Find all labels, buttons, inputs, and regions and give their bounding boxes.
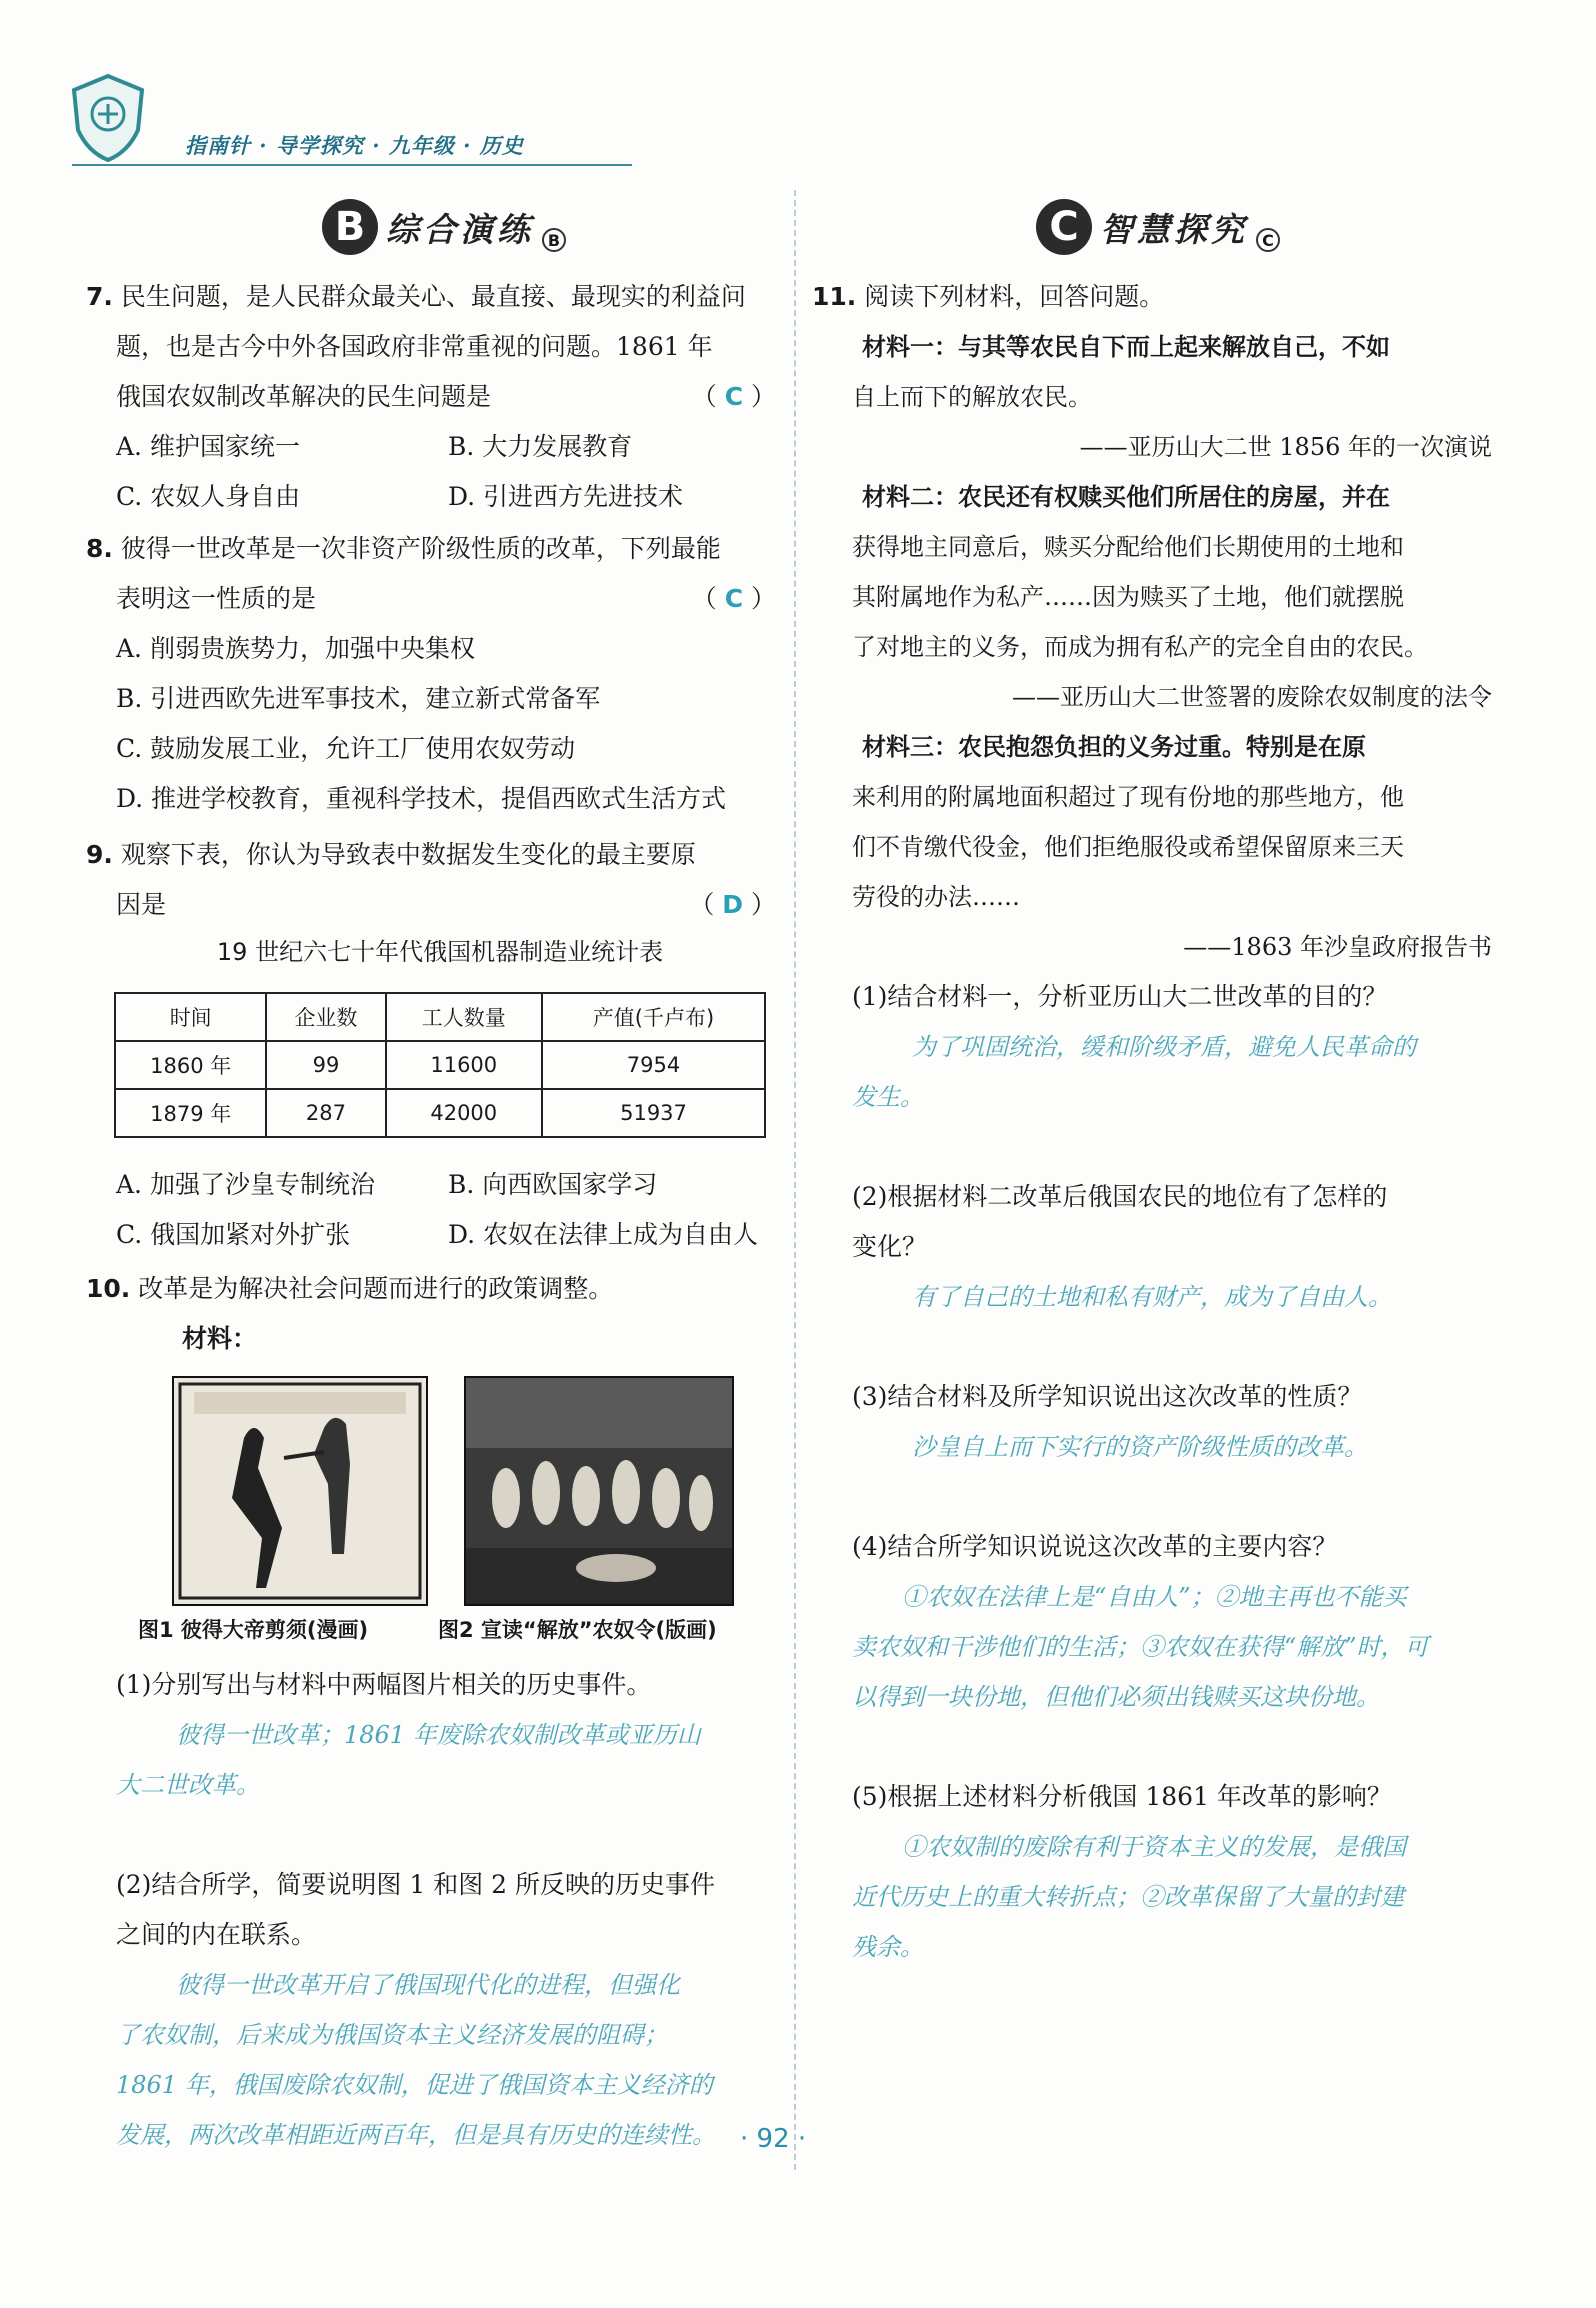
- table-cell: 1879 年: [115, 1089, 266, 1137]
- option: A. 削弱贵族势力，加强中央集权: [116, 634, 475, 663]
- question-number: 11.: [812, 282, 857, 311]
- option: B. 向西欧国家学习: [448, 1170, 658, 1199]
- handwritten-answer: 发展，两次改革相距近两百年，但是具有历史的连续性。: [116, 2121, 716, 2149]
- material-one: 自上而下的解放农民。: [852, 383, 1092, 411]
- option: A. 维护国家统一: [116, 432, 300, 461]
- sub-question: (2)结合所学，简要说明图 1 和图 2 所反映的历史事件: [116, 1870, 716, 1899]
- sub-question: (5)根据上述材料分析俄国 1861 年改革的影响？: [852, 1782, 1392, 1811]
- option: B. 大力发展教育: [448, 432, 633, 461]
- question-text: 俄国农奴制改革解决的民生问题是: [116, 382, 492, 411]
- question-text: 表明这一性质的是: [116, 584, 317, 613]
- handwritten-answer: 有了自己的土地和私有财产，成为了自由人。: [912, 1283, 1392, 1311]
- question-10: [86, 1264, 776, 1364]
- answer-choice: C: [724, 382, 744, 411]
- question-9-options: [116, 1160, 776, 1260]
- section-sub-badge: B: [542, 228, 566, 252]
- material-two-source: ——亚历山大二世签署的废除农奴制度的法令: [1012, 683, 1492, 711]
- sub-question: (4)结合所学知识说说这次改革的主要内容？: [852, 1532, 1338, 1561]
- sub-question: 之间的内在联系。: [116, 1920, 317, 1949]
- question-9: 9. 观察下表，你认为导致表中数据发生变化的最主要原 因是 （ D ）: [86, 840, 776, 919]
- question-text: 题，也是古今中外各国政府非常重视的问题。1861 年: [116, 332, 713, 361]
- figure-1-caption: 图1 彼得大帝剪须(漫画): [138, 1618, 369, 1642]
- material-one: 材料一：与其等农民自下而上起来解放自己，不如: [862, 332, 1390, 361]
- table-header-cell: 工人数量: [386, 993, 542, 1041]
- material-three-source: ——1863 年沙皇政府报告书: [1183, 933, 1492, 961]
- option: D. 引进西方先进技术: [448, 482, 684, 511]
- table-header-cell: 产值(千卢布): [542, 993, 765, 1041]
- question-7: 7. 民生问题，是人民群众最关心、最直接、最现实的利益问 题，也是古今中外各国政府非常重视的问题。1861 年 俄国农奴制改革解决的民生问题是 （ C ） A. 维护国家统一 B. 大力发展教育 C. 农奴人身自由 D. 引进西方先进技术: [86, 272, 776, 522]
- section-badge: C: [1036, 199, 1092, 255]
- sub-question: 变化？: [852, 1232, 928, 1261]
- section-label: 智慧探究: [1100, 209, 1248, 249]
- section-title-comprehensive: [322, 196, 566, 258]
- material-three: 劳役的办法……: [852, 883, 1020, 911]
- table-cell: 1860 年: [115, 1041, 266, 1089]
- handwritten-answer: 1861 年，俄国废除农奴制，促进了俄国资本主义经济的: [116, 2071, 713, 2099]
- handwritten-answer: 了农奴制，后来成为俄国资本主义经济发展的阻碍；: [116, 2021, 668, 2049]
- material-one-source: ——亚历山大二世 1856 年的一次演说: [1079, 433, 1492, 461]
- handwritten-answer: 发生。: [852, 1083, 924, 1111]
- question-number: 7.: [86, 282, 113, 311]
- question-text: 阅读下列材料，回答问题。: [864, 282, 1165, 311]
- handwritten-answer: 沙皇自上而下实行的资产阶级性质的改革。: [912, 1433, 1368, 1461]
- option: D. 推进学校教育，重视科学技术，提倡西欧式生活方式: [116, 784, 727, 813]
- material-two: 获得地主同意后，赎买分配给他们长期使用的土地和: [852, 533, 1404, 561]
- question-text: 观察下表，你认为导致表中数据发生变化的最主要原: [120, 840, 696, 869]
- handwritten-answer: 残余。: [852, 1933, 924, 1961]
- header-divider: [72, 164, 632, 166]
- handwritten-answer: 为了巩固统治，缓和阶级矛盾，避免人民革命的: [912, 1033, 1416, 1061]
- question-number: 8.: [86, 534, 113, 563]
- handwritten-answer: 以得到一块份地，但他们必须出钱赎买这块份地。: [852, 1683, 1380, 1711]
- header-series-title: 指南针 · 导学探究 · 九年级 · 历史: [185, 133, 524, 158]
- table-cell: 11600: [386, 1041, 542, 1089]
- table-cell: 7954: [542, 1041, 765, 1089]
- option: D. 农奴在法律上成为自由人: [448, 1220, 759, 1249]
- material-two: 其附属地作为私产……因为赎买了土地，他们就摆脱: [852, 583, 1404, 611]
- question-text: 民生问题，是人民群众最关心、最直接、最现实的利益问: [120, 282, 746, 311]
- section-badge: B: [322, 199, 378, 255]
- table-header-cell: 时间: [115, 993, 266, 1041]
- option: C. 农奴人身自由: [116, 482, 301, 511]
- handwritten-answer: 彼得一世改革；1861 年废除农奴制改革或亚历山: [176, 1721, 701, 1749]
- page-number: · 92 ·: [740, 2124, 807, 2154]
- figure-2-caption: 图2 宣读“解放”农奴令(版画): [438, 1618, 717, 1642]
- table-title: 19 世纪六七十年代俄国机器制造业统计表: [216, 938, 664, 966]
- handwritten-answer: ①农奴在法律上是“自由人”；②地主再也不能买: [902, 1583, 1407, 1611]
- section-sub-badge: C: [1256, 228, 1280, 252]
- column-divider: [794, 190, 796, 2170]
- question-11: [812, 272, 1492, 1972]
- material-two: 了对地主的义务，而成为拥有私产的完全自由的农民。: [852, 633, 1428, 661]
- question-8: 8. 彼得一世改革是一次非资产阶级性质的改革，下列最能 表明这一性质的是 （ C ） A. 削弱贵族势力，加强中央集权 B. 引进西欧先进军事技术，建立新式常备军 C. 鼓励发展工业，允许工厂使用农奴劳动 D. 推进学校教育，重视科学技术，提倡西欧式生活方式: [86, 524, 776, 824]
- table-cell: 51937: [542, 1089, 765, 1137]
- material-two: 材料二：农民还有权赎买他们所居住的房屋，并在: [862, 482, 1390, 511]
- section-title-inquiry: [1036, 196, 1280, 258]
- handwritten-answer: 大二世改革。: [116, 1771, 260, 1799]
- sub-question: (1)分别写出与材料中两幅图片相关的历史事件。: [116, 1670, 652, 1699]
- material-three: 材料三：农民抱怨负担的义务过重。特别是在原: [862, 732, 1366, 761]
- handwritten-answer: 彼得一世改革开启了俄国现代化的进程，但强化: [176, 1971, 680, 1999]
- material-three: 来利用的附属地面积超过了现有份地的那些地方，他: [852, 783, 1404, 811]
- table-cell: 287: [266, 1089, 385, 1137]
- table-cell: 99: [266, 1041, 385, 1089]
- question-text: 改革是为解决社会问题而进行的政策调整。: [138, 1274, 614, 1303]
- figure-emancipation-engraving: [464, 1376, 734, 1606]
- sub-question: (1)结合材料一，分析亚历山大二世改革的目的？: [852, 982, 1388, 1011]
- answer-choice: C: [724, 584, 744, 613]
- sub-question: (3)结合材料及所学知识说出这次改革的性质？: [852, 1382, 1363, 1411]
- handwritten-answer: 卖农奴和干涉他们的生活；③农奴在获得“解放”时，可: [852, 1633, 1429, 1661]
- material-label: 材料：: [182, 1324, 258, 1353]
- answer-choice: D: [722, 890, 744, 919]
- question-number: 10.: [86, 1274, 131, 1303]
- option: A. 加强了沙皇专制统治: [116, 1170, 375, 1199]
- shield-logo-icon: [68, 72, 148, 164]
- option: C. 鼓励发展工业，允许工厂使用农奴劳动: [116, 734, 576, 763]
- statistics-table: [114, 992, 766, 1138]
- question-text: 彼得一世改革是一次非资产阶级性质的改革，下列最能: [120, 534, 721, 563]
- option: B. 引进西欧先进军事技术，建立新式常备军: [116, 684, 601, 713]
- figure-peter-beard-cartoon: [172, 1376, 428, 1606]
- table-row: [115, 1041, 765, 1089]
- question-number: 9.: [86, 840, 113, 869]
- question-text: 因是: [116, 890, 167, 919]
- section-label: 综合演练: [386, 209, 534, 249]
- handwritten-answer: ①农奴制的废除有利于资本主义的发展，是俄国: [902, 1833, 1406, 1861]
- option: C. 俄国加紧对外扩张: [116, 1220, 351, 1249]
- sub-question: (2)根据材料二改革后俄国农民的地位有了怎样的: [852, 1182, 1388, 1211]
- question-10-parts: [116, 1660, 776, 2160]
- table-header-row: [115, 993, 765, 1041]
- table-cell: 42000: [386, 1089, 542, 1137]
- handwritten-answer: 近代历史上的重大转折点；②改革保留了大量的封建: [852, 1883, 1404, 1911]
- material-three: 们不肯缴代役金，他们拒绝服役或希望保留原来三天: [852, 833, 1404, 861]
- table-header-cell: 企业数: [266, 993, 385, 1041]
- table-row: [115, 1089, 765, 1137]
